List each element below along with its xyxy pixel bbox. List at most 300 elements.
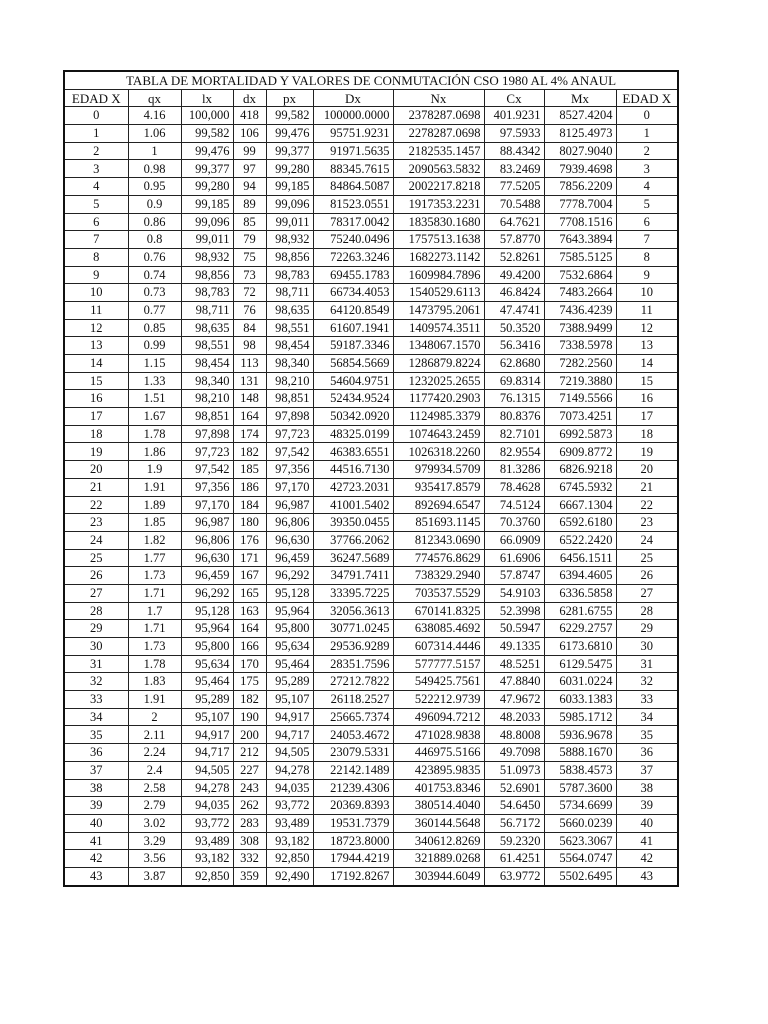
table-cell: 13 (64, 337, 128, 355)
table-cell: 94,917 (266, 708, 313, 726)
table-cell: 27212.7822 (313, 673, 393, 691)
table-cell: 6456.1511 (544, 549, 616, 567)
table-cell: 34791.7411 (313, 567, 393, 585)
table-row (64, 390, 678, 408)
table-cell: 97,542 (181, 461, 233, 479)
table-cell: 72 (233, 284, 266, 302)
table-cell: 92,850 (266, 850, 313, 868)
table-cell: 8527.4204 (544, 107, 616, 125)
table-cell: 113 (233, 355, 266, 373)
table-cell: 96,459 (266, 549, 313, 567)
table-cell: 95,634 (266, 638, 313, 656)
table-cell: 176 (233, 531, 266, 549)
table-cell: 29 (64, 620, 128, 638)
table-cell: 15 (616, 372, 678, 390)
table-cell: 7643.3894 (544, 231, 616, 249)
column-header: lx (181, 89, 233, 107)
table-cell: 1.73 (128, 638, 181, 656)
table-row (64, 107, 678, 125)
table-cell: 5888.1670 (544, 744, 616, 762)
table-cell: 84864.5087 (313, 178, 393, 196)
table-cell: 5 (616, 195, 678, 213)
table-cell: 73 (233, 266, 266, 284)
table-cell: 131 (233, 372, 266, 390)
table-cell: 7856.2209 (544, 178, 616, 196)
table-cell: 200 (233, 726, 266, 744)
table-cell: 85 (233, 213, 266, 231)
table-row (64, 266, 678, 284)
table-cell: 30 (64, 638, 128, 656)
table-cell: 6667.1304 (544, 496, 616, 514)
table-cell: 6909.8772 (544, 443, 616, 461)
table-cell: 95,800 (266, 620, 313, 638)
table-cell: 49.1335 (484, 638, 544, 656)
table-cell: 165 (233, 584, 266, 602)
table-row (64, 531, 678, 549)
table-cell: 0.95 (128, 178, 181, 196)
table-cell: 6394.4605 (544, 567, 616, 585)
table-row (64, 726, 678, 744)
table-cell: 56.7172 (484, 814, 544, 832)
table-cell: 1682273.1142 (393, 248, 484, 266)
table-row (64, 178, 678, 196)
table-cell: 21239.4306 (313, 779, 393, 797)
table-cell: 423895.9835 (393, 761, 484, 779)
table-row (64, 549, 678, 567)
table-cell: 185 (233, 461, 266, 479)
table-cell: 37 (616, 761, 678, 779)
table-cell: 5985.1712 (544, 708, 616, 726)
table-cell: 186 (233, 478, 266, 496)
table-cell: 66.0909 (484, 531, 544, 549)
table-cell: 99,096 (266, 195, 313, 213)
table-cell: 72263.3246 (313, 248, 393, 266)
table-row (64, 584, 678, 602)
table-cell: 40 (616, 814, 678, 832)
table-cell: 2090563.5832 (393, 160, 484, 178)
table-cell: 82.9554 (484, 443, 544, 461)
table-cell: 47.8840 (484, 673, 544, 691)
table-cell: 78317.0042 (313, 213, 393, 231)
table-cell: 0.76 (128, 248, 181, 266)
table-cell: 47.9672 (484, 691, 544, 709)
table-cell: 20 (64, 461, 128, 479)
table-cell: 0.74 (128, 266, 181, 284)
table-cell: 96,987 (181, 514, 233, 532)
table-cell: 303944.6049 (393, 867, 484, 885)
table-cell: 33395.7225 (313, 584, 393, 602)
table-cell: 61607.1941 (313, 319, 393, 337)
table-cell: 66734.4053 (313, 284, 393, 302)
table-cell: 1.78 (128, 655, 181, 673)
table-cell: 1.82 (128, 531, 181, 549)
table-cell: 42723.2031 (313, 478, 393, 496)
table-cell: 607314.4446 (393, 638, 484, 656)
table-cell: 99,377 (266, 142, 313, 160)
table-cell: 8027.9040 (544, 142, 616, 160)
table-cell: 89 (233, 195, 266, 213)
table-cell: 96,459 (181, 567, 233, 585)
table-cell: 69455.1783 (313, 266, 393, 284)
table-cell: 96,987 (266, 496, 313, 514)
table-cell: 97,723 (266, 425, 313, 443)
table-cell: 48.5251 (484, 655, 544, 673)
table-cell: 1286879.8224 (393, 355, 484, 373)
table-cell: 95,107 (266, 691, 313, 709)
table-cell: 95,128 (266, 584, 313, 602)
table-cell: 96,630 (266, 531, 313, 549)
table-cell: 175 (233, 673, 266, 691)
table-cell: 57.8747 (484, 567, 544, 585)
table-cell: 22 (616, 496, 678, 514)
table-cell: 43 (616, 867, 678, 885)
table-cell: 1074643.2459 (393, 425, 484, 443)
table-row (64, 514, 678, 532)
table-row (64, 301, 678, 319)
table-cell: 98,551 (266, 319, 313, 337)
table-row (64, 231, 678, 249)
table-cell: 182 (233, 443, 266, 461)
table-cell: 496094.7212 (393, 708, 484, 726)
table-cell: 94,917 (181, 726, 233, 744)
table-cell: 6281.6755 (544, 602, 616, 620)
table-cell: 340612.8269 (393, 832, 484, 850)
table-cell: 182 (233, 691, 266, 709)
table-cell: 78.4628 (484, 478, 544, 496)
table-cell: 48.2033 (484, 708, 544, 726)
table-cell: 98,783 (266, 266, 313, 284)
table-cell: 40 (64, 814, 128, 832)
table-cell: 94 (233, 178, 266, 196)
table-cell: 98,635 (181, 319, 233, 337)
table-cell: 2278287.0698 (393, 125, 484, 143)
table-cell: 7338.5978 (544, 337, 616, 355)
table-cell: 22 (64, 496, 128, 514)
table-cell: 0.9 (128, 195, 181, 213)
table-cell: 4.16 (128, 107, 181, 125)
table-cell: 94,278 (181, 779, 233, 797)
table-row (64, 461, 678, 479)
table-cell: 5623.3067 (544, 832, 616, 850)
table-cell: 59.2320 (484, 832, 544, 850)
table-cell: 81.3286 (484, 461, 544, 479)
table-cell: 99,377 (181, 160, 233, 178)
table-cell: 19 (64, 443, 128, 461)
table-cell: 96,806 (181, 531, 233, 549)
table-cell: 98,340 (181, 372, 233, 390)
table-cell: 81523.0551 (313, 195, 393, 213)
table-cell: 39350.0455 (313, 514, 393, 532)
table-cell: 1 (64, 125, 128, 143)
table-cell: 1.77 (128, 549, 181, 567)
table-row (64, 814, 678, 832)
column-header: EDAD X (64, 89, 128, 107)
table-cell: 93,489 (181, 832, 233, 850)
table-cell: 63.9772 (484, 867, 544, 885)
table-cell: 7532.6864 (544, 266, 616, 284)
table-cell: 29 (616, 620, 678, 638)
table-cell: 670141.8325 (393, 602, 484, 620)
table-cell: 96,292 (181, 584, 233, 602)
table-cell: 74.5124 (484, 496, 544, 514)
table-row (64, 761, 678, 779)
table-cell: 401.9231 (484, 107, 544, 125)
table-cell: 1835830.1680 (393, 213, 484, 231)
table-cell: 80.8376 (484, 408, 544, 426)
table-cell: 13 (616, 337, 678, 355)
table-cell: 82.7101 (484, 425, 544, 443)
table-row (64, 355, 678, 373)
table-cell: 54604.9751 (313, 372, 393, 390)
table-cell: 98,711 (266, 284, 313, 302)
table-cell: 99,185 (266, 178, 313, 196)
table-cell: 2.24 (128, 744, 181, 762)
table-cell: 7282.2560 (544, 355, 616, 373)
table-cell: 148 (233, 390, 266, 408)
table-cell: 7149.5566 (544, 390, 616, 408)
table-cell: 7073.4251 (544, 408, 616, 426)
table-cell: 70.5488 (484, 195, 544, 213)
table-cell: 56854.5669 (313, 355, 393, 373)
table-cell: 44516.7130 (313, 461, 393, 479)
table-cell: 380514.4040 (393, 797, 484, 815)
table-cell: 76.1315 (484, 390, 544, 408)
table-cell: 1026318.2260 (393, 443, 484, 461)
table-cell: 46383.6551 (313, 443, 393, 461)
table-cell: 1.91 (128, 478, 181, 496)
table-row (64, 620, 678, 638)
table-cell: 7 (64, 231, 128, 249)
table-cell: 93,489 (266, 814, 313, 832)
table-cell: 2.79 (128, 797, 181, 815)
table-cell: 190 (233, 708, 266, 726)
table-cell: 97,898 (181, 425, 233, 443)
table-cell: 19 (616, 443, 678, 461)
table-cell: 75 (233, 248, 266, 266)
table-cell: 43 (64, 867, 128, 885)
table-row (64, 195, 678, 213)
table-row (64, 797, 678, 815)
table-cell: 92,490 (266, 867, 313, 885)
table-row (64, 425, 678, 443)
table-cell: 174 (233, 425, 266, 443)
table-cell: 6229.2757 (544, 620, 616, 638)
table-cell: 26118.2527 (313, 691, 393, 709)
table-cell: 57.8770 (484, 231, 544, 249)
table-cell: 98,783 (181, 284, 233, 302)
table-cell: 812343.0690 (393, 531, 484, 549)
table-cell: 1177420.2903 (393, 390, 484, 408)
table-cell: 5787.3600 (544, 779, 616, 797)
table-cell: 1757513.1638 (393, 231, 484, 249)
table-cell: 17944.4219 (313, 850, 393, 868)
table-cell: 95751.9231 (313, 125, 393, 143)
table-cell: 21 (64, 478, 128, 496)
table-cell: 98,932 (266, 231, 313, 249)
table-cell: 39 (616, 797, 678, 815)
table-cell: 96,806 (266, 514, 313, 532)
table-cell: 2.4 (128, 761, 181, 779)
table-cell: 638085.4692 (393, 620, 484, 638)
table-cell: 88.4342 (484, 142, 544, 160)
table-cell: 98,210 (181, 390, 233, 408)
table-cell: 35 (64, 726, 128, 744)
mortality-table (63, 70, 679, 887)
table-cell: 1473795.2061 (393, 301, 484, 319)
table-cell: 38 (616, 779, 678, 797)
table-row (64, 408, 678, 426)
table-cell: 5838.4573 (544, 761, 616, 779)
table-cell: 7939.4698 (544, 160, 616, 178)
table-cell: 703537.5529 (393, 584, 484, 602)
table-cell: 2182535.1457 (393, 142, 484, 160)
table-cell: 577777.5157 (393, 655, 484, 673)
table-cell: 75240.0496 (313, 231, 393, 249)
table-cell: 12 (64, 319, 128, 337)
table-cell: 77.5205 (484, 178, 544, 196)
table-row (64, 691, 678, 709)
table-cell: 1609984.7896 (393, 266, 484, 284)
table-cell: 1.78 (128, 425, 181, 443)
table-cell: 52.6901 (484, 779, 544, 797)
table-cell: 1.7 (128, 602, 181, 620)
table-cell: 1.85 (128, 514, 181, 532)
table-cell: 61.4251 (484, 850, 544, 868)
table-cell: 446975.5166 (393, 744, 484, 762)
table-cell: 1232025.2655 (393, 372, 484, 390)
table-cell: 95,107 (181, 708, 233, 726)
table-cell: 6826.9218 (544, 461, 616, 479)
table-cell: 1.91 (128, 691, 181, 709)
table-cell: 7708.1516 (544, 213, 616, 231)
table-title: TABLA DE MORTALIDAD Y VALORES DE CONMUTACIÓN CSO 1980 AL 4% ANAUL (64, 71, 678, 89)
table-cell: 49.4200 (484, 266, 544, 284)
table-cell: 5936.9678 (544, 726, 616, 744)
table-cell: 7 (616, 231, 678, 249)
table-cell: 0 (616, 107, 678, 125)
table-cell: 26 (616, 567, 678, 585)
table-cell: 1.89 (128, 496, 181, 514)
table-cell: 52.3998 (484, 602, 544, 620)
table-cell: 97,170 (266, 478, 313, 496)
table-cell: 163 (233, 602, 266, 620)
table-cell: 3.56 (128, 850, 181, 868)
table-cell: 91971.5635 (313, 142, 393, 160)
table-cell: 50342.0920 (313, 408, 393, 426)
table-cell: 28 (64, 602, 128, 620)
table-cell: 25 (616, 549, 678, 567)
table-cell: 6031.0224 (544, 673, 616, 691)
table-cell: 6 (64, 213, 128, 231)
table-cell: 27 (64, 584, 128, 602)
table-cell: 17 (64, 408, 128, 426)
table-cell: 94,505 (266, 744, 313, 762)
table-cell: 21 (616, 478, 678, 496)
table-row (64, 284, 678, 302)
table-cell: 50.5947 (484, 620, 544, 638)
table-cell: 37766.2062 (313, 531, 393, 549)
table-cell: 283 (233, 814, 266, 832)
table-cell: 34 (616, 708, 678, 726)
table-cell: 98 (233, 337, 266, 355)
table-cell: 11 (616, 301, 678, 319)
table-cell: 164 (233, 408, 266, 426)
table-cell: 29536.9289 (313, 638, 393, 656)
table-cell: 93,772 (266, 797, 313, 815)
table-cell: 41 (616, 832, 678, 850)
table-cell: 37 (64, 761, 128, 779)
table-cell: 5734.6699 (544, 797, 616, 815)
table-cell: 98,551 (181, 337, 233, 355)
table-cell: 97.5933 (484, 125, 544, 143)
table-cell: 0.98 (128, 160, 181, 178)
column-header: Dx (313, 89, 393, 107)
table-cell: 97 (233, 160, 266, 178)
table-cell: 12 (616, 319, 678, 337)
table-cell: 6033.1383 (544, 691, 616, 709)
table-cell: 10 (616, 284, 678, 302)
table-cell: 418 (233, 107, 266, 125)
table-row (64, 319, 678, 337)
table-cell: 892694.6547 (393, 496, 484, 514)
table-cell: 96,292 (266, 567, 313, 585)
table-cell: 2002217.8218 (393, 178, 484, 196)
table-row (64, 708, 678, 726)
table-cell: 42 (64, 850, 128, 868)
table-cell: 3 (64, 160, 128, 178)
table-cell: 95,128 (181, 602, 233, 620)
table-cell: 212 (233, 744, 266, 762)
table-cell: 7483.2664 (544, 284, 616, 302)
table-cell: 99,011 (181, 231, 233, 249)
table-header-row (64, 89, 678, 107)
table-cell: 2.58 (128, 779, 181, 797)
table-cell: 1.51 (128, 390, 181, 408)
table-row (64, 160, 678, 178)
table-row (64, 602, 678, 620)
table-cell: 25 (64, 549, 128, 567)
table-cell: 1.71 (128, 584, 181, 602)
table-cell: 79 (233, 231, 266, 249)
table-cell: 50.3520 (484, 319, 544, 337)
table-cell: 83.2469 (484, 160, 544, 178)
table-cell: 3 (616, 160, 678, 178)
table-cell: 2378287.0698 (393, 107, 484, 125)
table-cell: 1540529.6113 (393, 284, 484, 302)
table-cell: 59187.3346 (313, 337, 393, 355)
table-cell: 19531.7379 (313, 814, 393, 832)
table-cell: 32 (64, 673, 128, 691)
table-cell: 5564.0747 (544, 850, 616, 868)
table-cell: 0.73 (128, 284, 181, 302)
table-cell: 95,464 (181, 673, 233, 691)
table-cell: 99,280 (181, 178, 233, 196)
table-cell: 6173.6810 (544, 638, 616, 656)
table-cell: 360144.5648 (393, 814, 484, 832)
table-cell: 1.71 (128, 620, 181, 638)
table-cell: 64120.8549 (313, 301, 393, 319)
table-cell: 94,278 (266, 761, 313, 779)
table-cell: 2 (64, 142, 128, 160)
table-cell: 41 (64, 832, 128, 850)
table-cell: 97,898 (266, 408, 313, 426)
table-cell: 64.7621 (484, 213, 544, 231)
table-cell: 97,356 (266, 461, 313, 479)
table-cell: 15 (64, 372, 128, 390)
table-cell: 97,356 (181, 478, 233, 496)
table-cell: 3.29 (128, 832, 181, 850)
table-cell: 1917353.2231 (393, 195, 484, 213)
